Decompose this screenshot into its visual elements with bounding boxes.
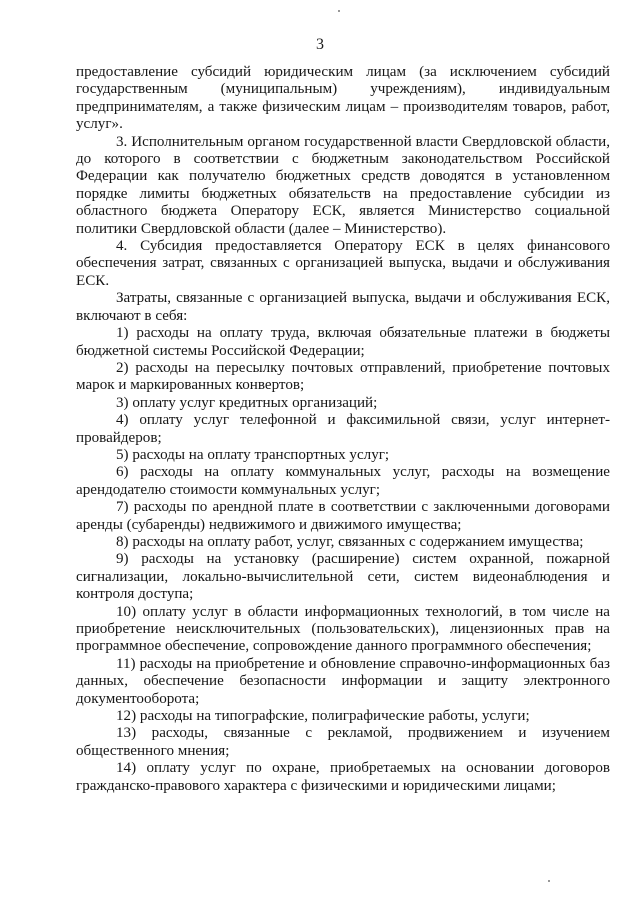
list-item-13: 13) расходы, связанные с рекламой, продвижением и изучением общественного мнения; <box>76 725 610 759</box>
list-item-10: 10) оплату услуг в области информационных технологий, в том числе на приобретение неисключительных (пользовательских), лицензионных прав на программное обеспечение, сопровождение данного программного обеспечения; <box>76 603 610 655</box>
scan-speck <box>548 880 550 882</box>
paragraph-clause-3: 3. Исполнительным органом государственной власти Свердловской области, до которого в соответствии с бюджетным законодательством Российской Федерации как получателю бюджетных средств доводятся в установленном порядке лимиты бюджетных обязательств на предоставление субсидии из областного бюджета Оператору ЕСК, является Министерство социальной политики Свердловской области (далее – Министерство). <box>76 133 610 237</box>
list-item-3: 3) оплату услуг кредитных организаций; <box>116 394 378 411</box>
list-item-4: 4) оплату услуг телефонной и факсимильной связи, услуг интернет-провайдеров; <box>76 412 610 446</box>
list-item-7: 7) расходы по арендной плате в соответствии с заключенными договорами аренды (субаренды) недвижимого и движимого имущества; <box>76 499 610 533</box>
list-item-6: 6) расходы на оплату коммунальных услуг, расходы на возмещение арендодателю стоимости коммунальных услуг; <box>76 464 610 498</box>
list-item-2: 2) расходы на пересылку почтовых отправлений, приобретение почтовых марок и маркированных конвертов; <box>76 359 610 394</box>
document-body <box>76 64 610 795</box>
paragraph-costs-intro: Затраты, связанные с организацией выпуска, выдачи и обслуживания ЕСК, включают в себя: <box>76 290 610 324</box>
scan-speck <box>338 10 340 12</box>
page-number: 3 <box>316 36 324 53</box>
list-item-14: 14) оплату услуг по охране, приобретаемых на основании договоров гражданско-правового характера с физическими и юридическими лицами; <box>76 760 610 794</box>
paragraph-continuation: предоставление субсидий юридическим лицам (за исключением субсидий государственным (муниципальным) учреждениям), индивидуальным предпринимателям, а также физическим лицам – производителям товаров, работ, услуг». <box>76 64 610 133</box>
list-item-5: 5) расходы на оплату транспортных услуг; <box>116 446 390 463</box>
paragraph-clause-4: 4. Субсидия предоставляется Оператору ЕСК в целях финансового обеспечения затрат, связанных с организацией выпуска, выдачи и обслуживания ЕСК. <box>76 238 610 289</box>
list-item-8: 8) расходы на оплату работ, услуг, связанных с содержанием имущества; <box>116 533 584 550</box>
list-item-12: 12) расходы на типографские, полиграфические работы, услуги; <box>116 708 530 725</box>
list-item-1: 1) расходы на оплату труда, включая обязательные платежи в бюджеты бюджетной системы Российской Федерации; <box>76 325 610 359</box>
list-item-11: 11) расходы на приобретение и обновление справочно-информационных баз данных, обеспечение безопасности информации и защиту электронного документооборота; <box>76 655 610 707</box>
list-item-9: 9) расходы на установку (расширение) систем охранной, пожарной сигнализации, локально-вычислительной сети, систем видеонаблюдения и контроля доступа; <box>76 551 610 603</box>
